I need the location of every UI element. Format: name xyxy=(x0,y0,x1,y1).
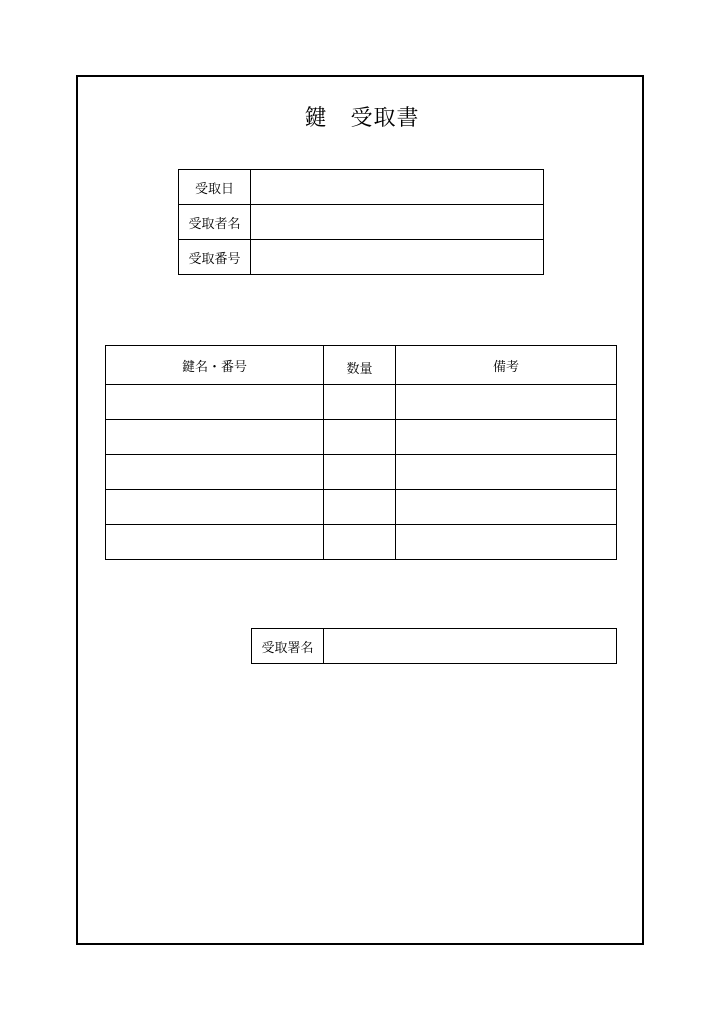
quantity-cell[interactable] xyxy=(324,385,396,420)
quantity-header: 数量 xyxy=(324,346,396,385)
quantity-cell[interactable] xyxy=(324,420,396,455)
remarks-cell[interactable] xyxy=(396,455,617,490)
quantity-cell[interactable] xyxy=(324,525,396,560)
receipt-number-label: 受取番号 xyxy=(179,240,251,275)
table-row xyxy=(179,170,544,205)
table-row xyxy=(106,490,617,525)
key-name-cell[interactable] xyxy=(106,455,324,490)
remarks-cell[interactable] xyxy=(396,525,617,560)
table-row xyxy=(252,629,617,664)
key-name-number-header: 鍵名・番号 xyxy=(106,346,324,385)
document-title: 鍵 受取書 xyxy=(304,106,420,131)
table-row xyxy=(179,205,544,240)
remarks-cell[interactable] xyxy=(396,420,617,455)
key-name-cell[interactable] xyxy=(106,525,324,560)
key-name-cell[interactable] xyxy=(106,490,324,525)
remarks-header: 備考 xyxy=(396,346,617,385)
quantity-cell[interactable] xyxy=(324,455,396,490)
remarks-cell[interactable] xyxy=(396,490,617,525)
key-items-table xyxy=(105,345,617,560)
quantity-cell[interactable] xyxy=(324,490,396,525)
key-name-cell[interactable] xyxy=(106,420,324,455)
recipient-name-field[interactable] xyxy=(251,205,544,240)
signature-field[interactable] xyxy=(324,629,617,664)
recipient-name-label: 受取者名 xyxy=(179,205,251,240)
receipt-date-field[interactable] xyxy=(251,170,544,205)
table-row xyxy=(106,385,617,420)
signature-label: 受取署名 xyxy=(252,629,324,664)
signature-table xyxy=(251,628,617,664)
table-row xyxy=(106,525,617,560)
remarks-cell[interactable] xyxy=(396,385,617,420)
receipt-date-label: 受取日 xyxy=(179,170,251,205)
key-name-cell[interactable] xyxy=(106,385,324,420)
recipient-info-table xyxy=(178,169,544,275)
table-row xyxy=(179,240,544,275)
table-header-row xyxy=(106,346,617,385)
table-row xyxy=(106,455,617,490)
table-row xyxy=(106,420,617,455)
receipt-number-field[interactable] xyxy=(251,240,544,275)
